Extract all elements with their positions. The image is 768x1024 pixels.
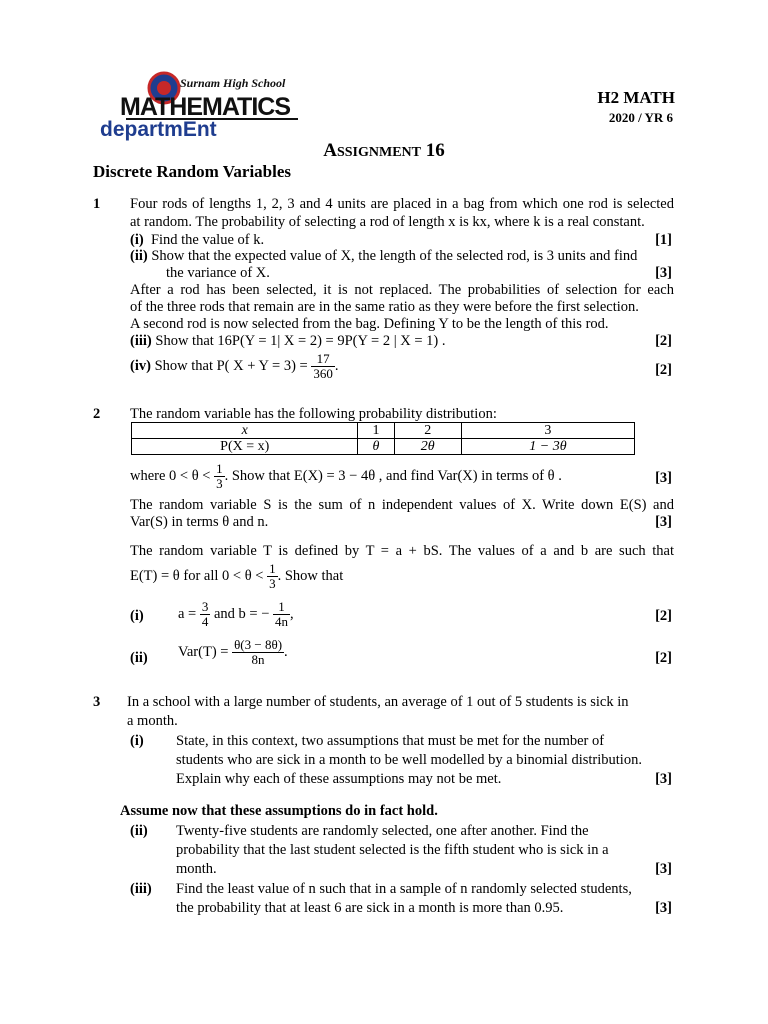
q1-i-label: (i) <box>130 232 144 248</box>
title-prefix: A <box>323 140 337 161</box>
q1-iv-text: Show that P( X + Y = 3) = <box>154 357 308 374</box>
q1-part-iii <box>130 333 445 350</box>
q2-t2-num: 1 <box>269 561 276 576</box>
q1-iv-denominator: 360 <box>313 366 333 381</box>
q2-i-b-fraction: $\frac{1}{4n}$ <box>275 599 289 629</box>
q2-where-fraction <box>214 462 225 491</box>
q1-ii-text1: Show that the expected value of X, the length of the selected rod, is 3 units and find <box>151 248 638 264</box>
q1-intro-line1: Four rods of lengths 1, 2, 3 and 4 units are placed in a bag from which one rod is selected <box>130 196 674 212</box>
q1-iv-numerator: 17 <box>311 352 335 367</box>
q1-mid-line3: A second rod is now selected from the bag. Defining Y to be the length of this rod. <box>130 316 609 332</box>
table-row <box>132 439 635 455</box>
q1-ii-label: (ii) <box>130 248 148 264</box>
q1-iv-end: . <box>334 357 339 374</box>
q1-ii-text2: the variance of X. <box>166 265 270 281</box>
q3-iii-text1: Find the least value of n such that in a sample of n randomly selected students, <box>176 881 632 897</box>
q3-ii-marks: [3] <box>655 861 672 877</box>
course-label: H2 MATH <box>597 88 675 107</box>
q3-iii-marks: [3] <box>655 900 672 916</box>
table-cell: 2 <box>394 423 461 439</box>
q1-part-ii <box>130 248 637 265</box>
q3-assume-heading: Assume now that these assumptions do in fact hold. <box>120 803 438 819</box>
q2-t2a: E(T) = θ for all 0 < θ < <box>130 567 264 584</box>
q1-ii-marks: [3] <box>655 265 672 281</box>
q3-intro-line1: In a school with a large number of students, an average of 1 out of 5 students is sick in <box>127 694 629 710</box>
math-department-logo-icon <box>98 70 303 142</box>
q1-iv-fraction <box>311 352 335 381</box>
department-logo <box>98 70 303 142</box>
q1-i-marks: [1] <box>655 232 672 248</box>
table-cell: 2θ <box>394 439 461 455</box>
q2-t2-den: 3 <box>269 576 276 591</box>
q2-i-and: and b = − <box>214 605 270 622</box>
q2-t2b: . Show that <box>277 567 344 584</box>
svg-text:departmEnt: departmEnt <box>100 118 217 141</box>
q1-iii-label: (iii) <box>130 333 152 349</box>
year-label: 2020 / YR 6 <box>608 110 673 125</box>
q1-mid-line2: of the three rods that remain are in the same ratio as they were before the first selection. <box>130 299 639 315</box>
q3-ii-text1: Twenty-five students are randomly selected, one after another. Find the <box>176 823 589 839</box>
q2-where-line <box>130 462 562 491</box>
table-cell: x <box>132 423 358 439</box>
probability-distribution-table <box>131 422 635 455</box>
q2-where-b: . Show that E(X) = 3 − 4θ , and find Var(X) in terms of θ . <box>224 467 562 484</box>
question-2-number: 2 <box>93 406 101 422</box>
page-subtitle: Discrete Random Variables <box>93 162 292 181</box>
q2-ii-a: Var(T) = <box>178 643 229 660</box>
q2-t-line1: The random variable T is defined by T = a + bS. The values of a and b are such that <box>130 543 674 559</box>
q2-s-line1: The random variable S is the sum of n independent values of X. Write down E(S) and <box>130 497 674 513</box>
q3-i-label: (i) <box>130 733 144 749</box>
q2-s-line2: Var(S) in terms θ and n. <box>130 514 269 530</box>
q2-where-den: 3 <box>216 476 223 491</box>
q3-iii-text2: the probability that at least 6 are sick in a month is more than 0.95. <box>176 900 564 916</box>
q1-part-iv <box>130 352 338 381</box>
q3-ii-text2: probability that the last student selected is the fifth student who is sick in a <box>176 842 609 858</box>
q1-mid-line1: After a rod has been selected, it is not replaced. The probabilities of selection for each <box>130 282 674 298</box>
q2-where-a: where 0 < θ < <box>130 467 211 484</box>
q2-ii-marks: [2] <box>655 650 672 666</box>
svg-text:Surnam High School: Surnam High School <box>180 76 286 90</box>
q2-i-a: a = <box>178 605 197 622</box>
q3-i-text1: State, in this context, two assumptions that must be met for the number of <box>176 733 605 749</box>
q2-s-marks: [3] <box>655 514 672 530</box>
q1-iv-marks: [2] <box>655 362 672 378</box>
q2-t-line2 <box>130 562 343 591</box>
table-cell: 1 − 3θ <box>461 439 634 455</box>
q3-i-marks: [3] <box>655 771 672 787</box>
q2-part-i: a = $\frac{3}{4}$ and b = − $\frac{1}{4n}$ , <box>178 599 294 629</box>
q3-iii-label: (iii) <box>130 881 152 897</box>
q1-iii-text: Show that 16P(Y = 1| X = 2) = 9P(Y = 2 | X = 1) . <box>155 333 446 349</box>
q1-iii-marks: [2] <box>655 333 672 349</box>
q1-i-text: Find the value of k. <box>150 232 265 248</box>
q2-ii-fraction: $\frac{\theta(3 - 8\theta)}{8n}$ <box>234 637 283 667</box>
q1-intro-line2: at random. The probability of selecting a rod of length x is kx, where k is a real constant. <box>130 214 645 230</box>
q2-ii-label: (ii) <box>130 650 148 666</box>
q2-intro: The random variable has the following probability distribution: <box>130 406 497 422</box>
question-3-number: 3 <box>93 694 101 710</box>
table-cell: 1 <box>358 423 394 439</box>
q1-part-i <box>130 232 264 249</box>
question-1-number: 1 <box>93 196 101 212</box>
q2-i-label: (i) <box>130 608 144 624</box>
table-cell: θ <box>358 439 394 455</box>
q3-intro-line2: a month. <box>127 713 178 729</box>
title-number: 16 <box>425 140 445 161</box>
q1-iv-label: (iv) <box>130 357 151 374</box>
svg-text:MATHEMATICS: MATHEMATICS <box>120 93 290 121</box>
table-row <box>132 423 635 439</box>
q3-ii-label: (ii) <box>130 823 148 839</box>
q2-t-fraction <box>267 562 278 591</box>
title-rest: SSIGNMENT <box>336 145 421 160</box>
q3-ii-text3: month. <box>176 861 217 877</box>
table-cell: P(X = x) <box>132 439 358 455</box>
assignment-title <box>0 140 768 162</box>
q2-where-num: 1 <box>216 461 223 476</box>
q2-i-a-fraction: $\frac{3}{4}$ <box>201 599 209 629</box>
q2-i-marks: [2] <box>655 608 672 624</box>
q3-i-text2: students who are sick in a month to be well modelled by a binomial distribution. <box>176 752 642 768</box>
q2-where-marks: [3] <box>655 470 672 486</box>
q3-i-text3: Explain why each of these assumptions may not be met. <box>176 771 502 787</box>
table-cell: 3 <box>461 423 634 439</box>
q2-part-ii: Var(T) = $\frac{\theta(3 - 8\theta)}{8n}$ . <box>178 637 288 667</box>
